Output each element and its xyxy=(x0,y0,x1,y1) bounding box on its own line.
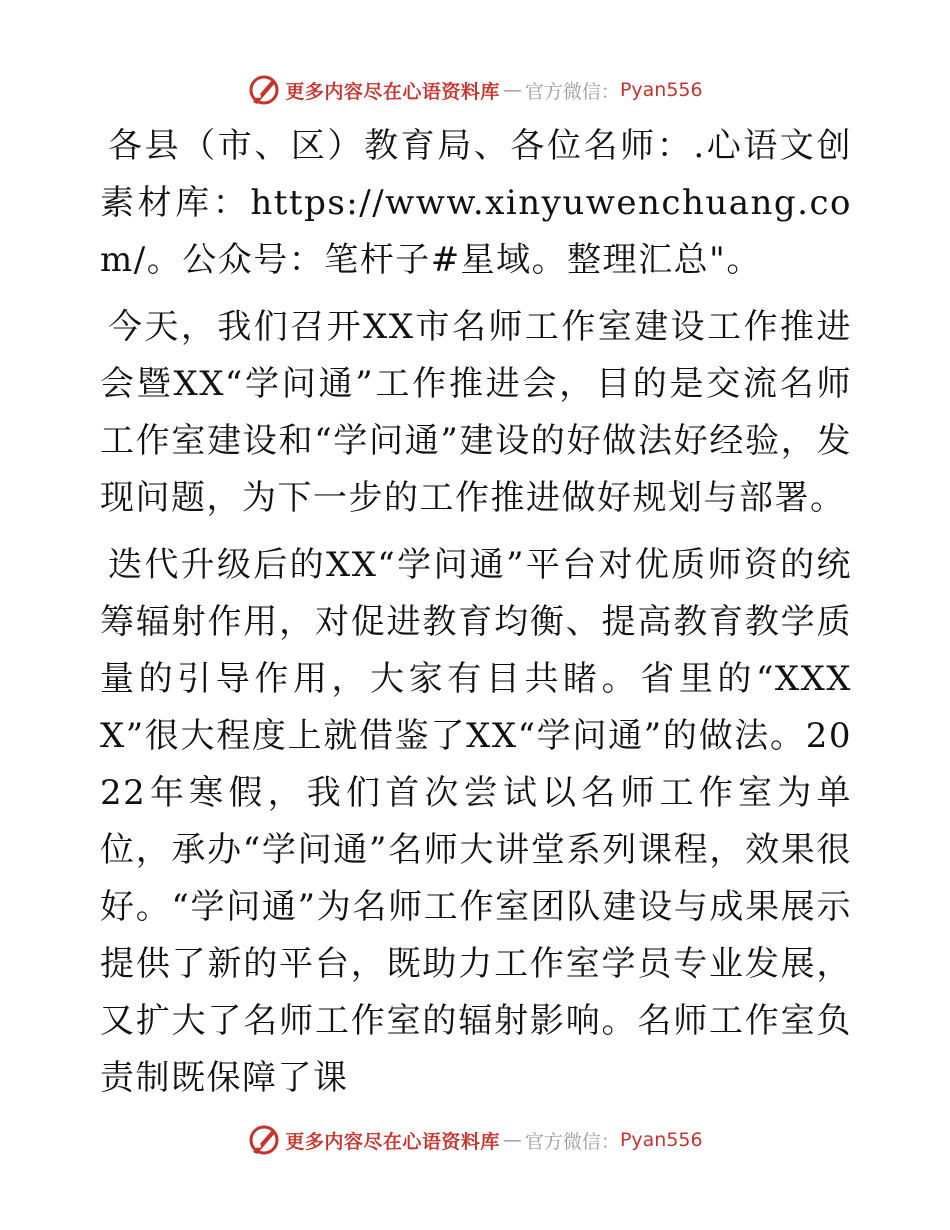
banner-main-text: 更多内容尽在心语资料库 xyxy=(285,1130,500,1153)
banner-wechat-id: Pyan556 xyxy=(619,1129,703,1151)
banner-separator: — xyxy=(502,1129,522,1151)
banner-separator: — xyxy=(502,79,522,101)
paragraph-1: 各县（市、区）教育局、各位名师：.心语文创素材库：https://www.xinyuwenchuang.com/。公众号：笔杆子#星域。整理汇总"。 xyxy=(100,126,852,280)
banner-wechat-id: Pyan556 xyxy=(619,79,703,101)
pen-logo-icon xyxy=(247,73,281,107)
banner-wechat-label: 官方微信： xyxy=(524,1130,620,1153)
paragraph-2: 今天，我们召开XX市名师工作室建设工作推进会暨XX“学问通”工作推进会，目的是交流名师工作室建设和“学问通”建设的好做法好经验，发现问题，为下一步的工作推进做好规划与部署。 xyxy=(100,307,852,518)
pen-logo-icon xyxy=(247,1123,281,1157)
header-watermark-banner xyxy=(0,68,950,112)
paragraph-3: 迭代升级后的XX“学问通”平台对优质师资的统筹辐射作用，对促进教育均衡、提高教育教学质量的引导作用，大家有目共睹。省里的“XXXX”很大程度上就借鉴了XX“学问通”的做法。2022年寒假，我们首次尝试以名师工作室为单位，承办“学问通”名师大讲堂系列课程，效果很好。“学问通”为名师工作室团队建设与成果展示提供了新的平台，既助力工作室学员专业发展，又扩大了名师工作室的辐射影响。名师工作室负责制既保障了课 xyxy=(100,545,852,1098)
document-body xyxy=(100,118,852,1117)
banner-wechat-label: 官方微信： xyxy=(524,80,620,103)
footer-watermark-banner xyxy=(0,1118,950,1162)
banner-main-text: 更多内容尽在心语资料库 xyxy=(285,80,500,103)
